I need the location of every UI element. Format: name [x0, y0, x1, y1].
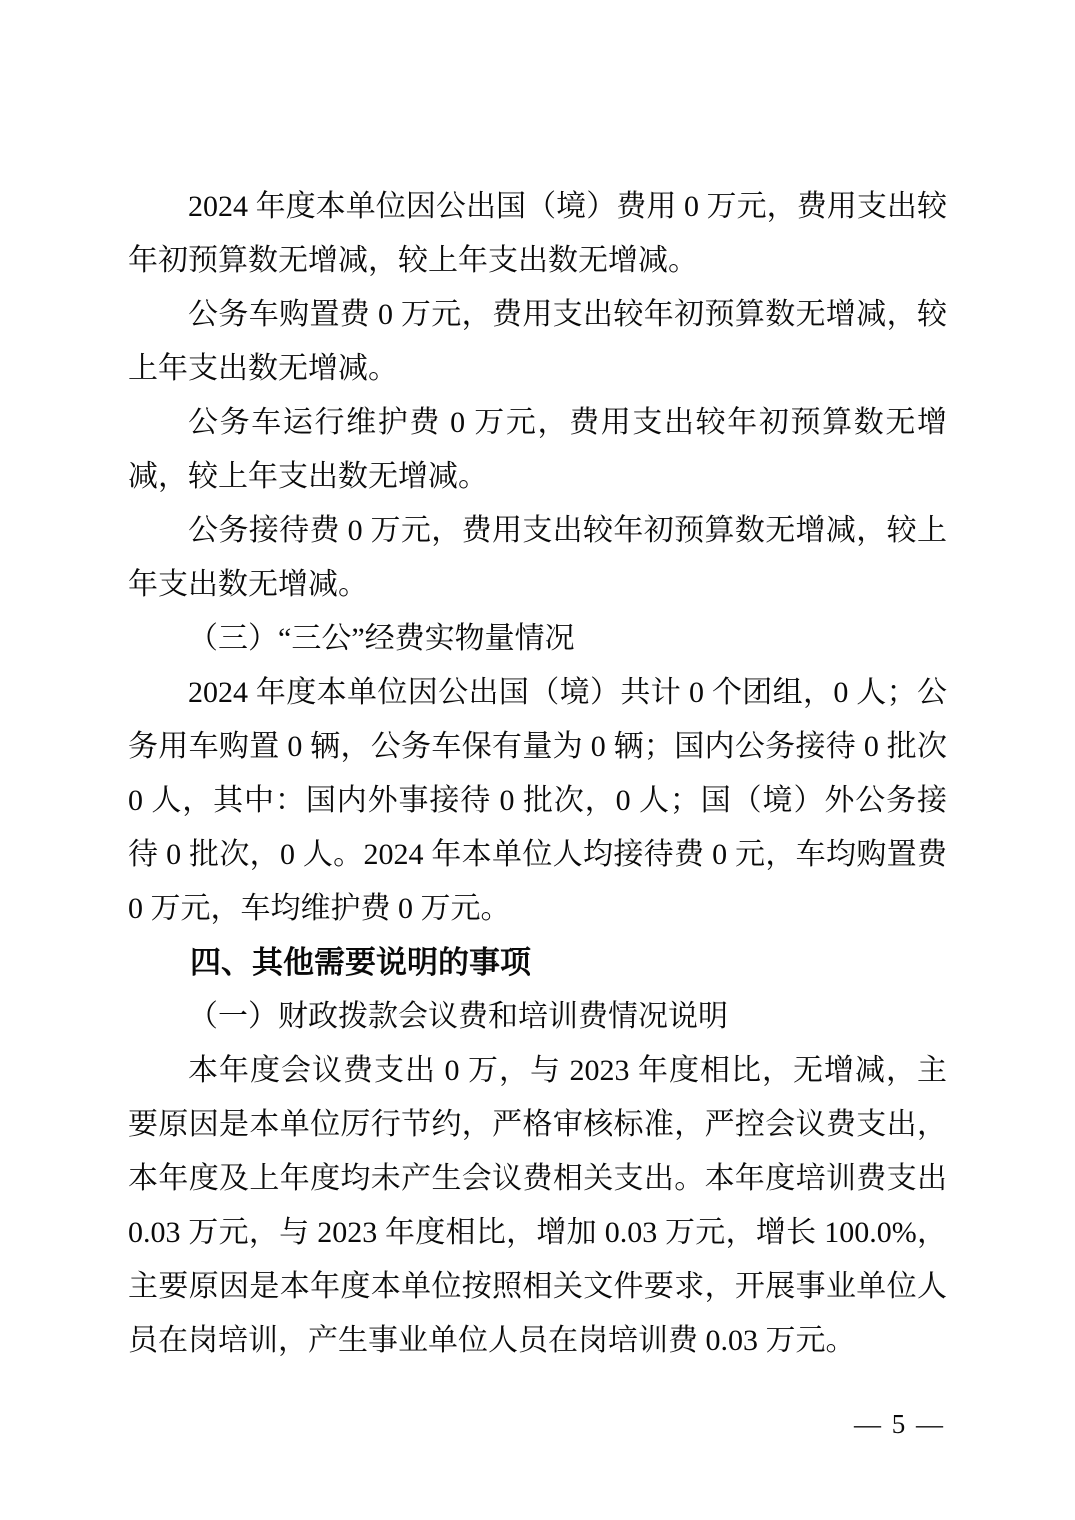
subheading-three-public-expenses-physical-quantity: （三）“三公”经费实物量情况 — [188, 622, 575, 655]
section-heading-other-matters: 四、其他需要说明的事项 — [190, 945, 531, 980]
page-number: — 5 — — [854, 1409, 945, 1439]
document-body — [128, 180, 947, 1368]
paragraph-meeting-training-fee-details: 本年度会议费支出 0 万，与 2023 年度相比，无增减，主要原因是本单位厉行节约，严格审核标准，严控会议费支出，本年度及上年度均未产生会议费相关支出。本年度培训费支出 0.03 万元，与 2023 年度相比，增加 0.03 万元，增长 100.0%，主要原因是本年度本单位按照相关文件要求，开展事业单位人员在岗培训，产生事业单位人员在岗培训费 0.03 万元。 — [128, 1054, 947, 1357]
paragraph-vehicle-maintenance-cost: 公务车运行维护费 0 万元，费用支出较年初预算数无增减，较上年支出数无增减。 — [128, 406, 947, 493]
paragraph-overseas-travel-cost: 2024 年度本单位因公出国（境）费用 0 万元，费用支出较年初预算数无增减，较上年支出数无增减。 — [128, 190, 947, 277]
paragraph-physical-quantity-details: 2024 年度本单位因公出国（境）共计 0 个团组，0 人；公务用车购置 0 辆，公务车保有量为 0 辆；国内公务接待 0 批次 0 人，其中：国内外事接待 0 批次，0 人；国（境）外公务接待 0 批次，0 人。2024 年本单位人均接待费 0 元，车均购置费 0 万元，车均维护费 0 万元。 — [128, 676, 947, 925]
subheading-meeting-training-fees: （一）财政拨款会议费和培训费情况说明 — [188, 1000, 728, 1033]
paragraph-official-reception-cost: 公务接待费 0 万元，费用支出较年初预算数无增减，较上年支出数无增减。 — [128, 514, 947, 601]
paragraph-vehicle-purchase-cost: 公务车购置费 0 万元，费用支出较年初预算数无增减，较上年支出数无增减。 — [128, 298, 947, 385]
